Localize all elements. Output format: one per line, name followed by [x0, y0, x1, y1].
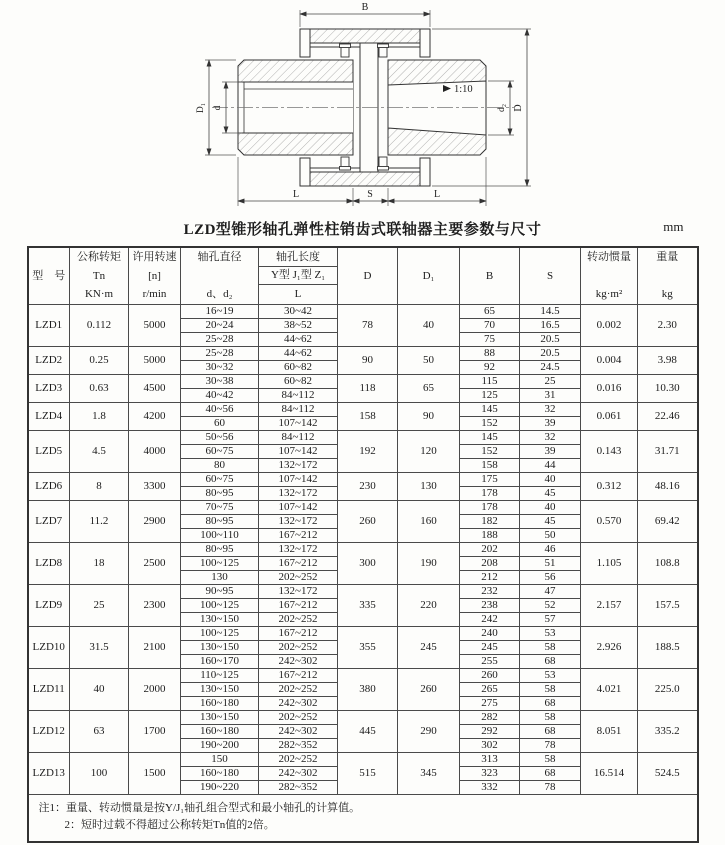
cell-B: 88: [460, 347, 520, 361]
cell-bore-length: 107~142: [259, 445, 338, 459]
col-header-bore-diameter: 轴孔直径 d、d₂: [181, 247, 259, 305]
cell-S: 45: [520, 487, 581, 501]
dim-b-label: B: [361, 2, 369, 13]
cell-bore-diameter: 190~200: [181, 739, 259, 753]
col-header-speed: 许用转速 [n] r/min: [129, 247, 181, 305]
cell-B: 242: [460, 613, 520, 627]
cell-bore-length: 60~82: [259, 375, 338, 389]
cell-model: LZD12: [28, 711, 70, 753]
cell-D: 90: [338, 347, 398, 375]
cell-model: LZD7: [28, 501, 70, 543]
cell-S: 53: [520, 669, 581, 683]
cell-bore-length: 167~212: [259, 529, 338, 543]
dim-s-label: S: [367, 189, 373, 200]
cell-B: 260: [460, 669, 520, 683]
cell-S: 31: [520, 389, 581, 403]
cell-model: LZD11: [28, 669, 70, 711]
cell-D: 355: [338, 627, 398, 669]
col-header-inertia: 转动惯量 kg·m²: [581, 247, 638, 305]
cell-B: 178: [460, 487, 520, 501]
cell-bore-diameter: 80~95: [181, 543, 259, 557]
note-1: 注1：重量、转动惯量是按Y/J₁轴孔组合型式和最小轴孔的计算值。: [38, 802, 361, 814]
cell-D1: 40: [398, 305, 460, 347]
cell-S: 51: [520, 557, 581, 571]
cell-D1: 290: [398, 711, 460, 753]
cell-inertia: 0.312: [581, 473, 638, 501]
cell-inertia: 0.002: [581, 305, 638, 347]
cell-S: 46: [520, 543, 581, 557]
cell-bore-length: 242~302: [259, 767, 338, 781]
table-row: [28, 711, 698, 725]
table-row: [28, 431, 698, 445]
cell-S: 58: [520, 711, 581, 725]
cell-bore-diameter: 80~95: [181, 515, 259, 529]
table-row: [28, 753, 698, 767]
cell-B: 202: [460, 543, 520, 557]
cell-B: 158: [460, 459, 520, 473]
cell-weight: 3.98: [638, 347, 698, 375]
cell-bore-diameter: 130~150: [181, 683, 259, 697]
table-title: LZD型锥形轴孔弹性柱销齿式联轴器主要参数与尺寸: [183, 222, 542, 238]
cell-weight: 10.30: [638, 375, 698, 403]
cell-bore-length: 202~252: [259, 571, 338, 585]
dim-d2-label: d₂: [497, 103, 507, 113]
cell-bore-diameter: 100~125: [181, 599, 259, 613]
cell-bore-diameter: 25~28: [181, 333, 259, 347]
cell-B: 152: [460, 417, 520, 431]
cell-bore-length: 167~212: [259, 669, 338, 683]
cell-inertia: 0.570: [581, 501, 638, 543]
cell-inertia: 0.016: [581, 375, 638, 403]
cell-speed: 2000: [129, 669, 181, 711]
cell-model: LZD13: [28, 753, 70, 795]
cell-D1: 120: [398, 431, 460, 473]
cell-bore-length: 132~172: [259, 585, 338, 599]
cell-B: 178: [460, 501, 520, 515]
cell-torque: 0.112: [70, 305, 129, 347]
cell-model: LZD6: [28, 473, 70, 501]
cell-speed: 4500: [129, 375, 181, 403]
cell-D1: 50: [398, 347, 460, 375]
cell-B: 292: [460, 725, 520, 739]
cell-inertia: 16.514: [581, 753, 638, 795]
cell-bore-diameter: 25~28: [181, 347, 259, 361]
cell-S: 58: [520, 641, 581, 655]
cell-bore-diameter: 100~110: [181, 529, 259, 543]
cell-B: 125: [460, 389, 520, 403]
table-row: [28, 543, 698, 557]
cell-model: LZD9: [28, 585, 70, 627]
cell-weight: 524.5: [638, 753, 698, 795]
dim-d-outer-label: D: [513, 104, 524, 112]
cell-bore-length: 84~112: [259, 403, 338, 417]
cell-speed: 2900: [129, 501, 181, 543]
cell-weight: 225.0: [638, 669, 698, 711]
cell-bore-diameter: 80~95: [181, 487, 259, 501]
cell-bore-length: 202~252: [259, 711, 338, 725]
cell-D: 230: [338, 473, 398, 501]
col-header-D: D: [338, 247, 398, 305]
cell-speed: 4200: [129, 403, 181, 431]
cell-torque: 18: [70, 543, 129, 585]
cell-speed: 3300: [129, 473, 181, 501]
cell-inertia: 4.021: [581, 669, 638, 711]
cell-bore-diameter: 60~75: [181, 445, 259, 459]
col-header-model: 型 号: [28, 247, 70, 305]
cell-inertia: 2.157: [581, 585, 638, 627]
cell-D: 380: [338, 669, 398, 711]
cell-B: 182: [460, 515, 520, 529]
cell-model: LZD3: [28, 375, 70, 403]
cell-B: 265: [460, 683, 520, 697]
cell-speed: 2100: [129, 627, 181, 669]
cell-S: 14.5: [520, 305, 581, 319]
cell-bore-length: 38~52: [259, 319, 338, 333]
cell-B: 212: [460, 571, 520, 585]
table-row: [28, 473, 698, 487]
cell-B: 232: [460, 585, 520, 599]
cell-bore-diameter: 160~180: [181, 697, 259, 711]
cell-B: 302: [460, 739, 520, 753]
cell-S: 56: [520, 571, 581, 585]
cell-bore-length: 202~252: [259, 613, 338, 627]
cell-speed: 2300: [129, 585, 181, 627]
cell-speed: 2500: [129, 543, 181, 585]
cell-speed: 5000: [129, 347, 181, 375]
cell-bore-diameter: 150: [181, 753, 259, 767]
cell-S: 68: [520, 767, 581, 781]
table-row: [28, 669, 698, 683]
cell-D: 335: [338, 585, 398, 627]
cell-weight: 188.5: [638, 627, 698, 669]
cell-D1: 345: [398, 753, 460, 795]
cell-D1: 65: [398, 375, 460, 403]
cell-speed: 5000: [129, 305, 181, 347]
cell-weight: 69.42: [638, 501, 698, 543]
cell-S: 40: [520, 473, 581, 487]
cell-S: 58: [520, 683, 581, 697]
cell-torque: 63: [70, 711, 129, 753]
dim-l-left-label: L: [292, 189, 300, 200]
cell-D1: 190: [398, 543, 460, 585]
cell-bore-diameter: 160~180: [181, 767, 259, 781]
cell-D: 78: [338, 305, 398, 347]
cell-S: 20.5: [520, 333, 581, 347]
cell-bore-diameter: 70~75: [181, 501, 259, 515]
table-row: [28, 403, 698, 417]
cell-bore-diameter: 160~180: [181, 725, 259, 739]
col-header-B: B: [460, 247, 520, 305]
cell-S: 57: [520, 613, 581, 627]
parameters-table: [27, 246, 699, 843]
cell-S: 40: [520, 501, 581, 515]
cell-D: 260: [338, 501, 398, 543]
cell-B: 255: [460, 655, 520, 669]
cell-bore-length: 167~212: [259, 599, 338, 613]
notes-row: [28, 795, 698, 843]
cell-bore-diameter: 160~170: [181, 655, 259, 669]
cell-bore-diameter: 40~42: [181, 389, 259, 403]
cell-model: LZD1: [28, 305, 70, 347]
col-header-S: S: [520, 247, 581, 305]
col-header-D1: D₁: [398, 247, 460, 305]
cell-D: 118: [338, 375, 398, 403]
cell-S: 68: [520, 697, 581, 711]
cell-S: 32: [520, 403, 581, 417]
cell-S: 39: [520, 417, 581, 431]
cell-speed: 1500: [129, 753, 181, 795]
cell-bore-length: 282~352: [259, 781, 338, 795]
coupling-drawing: [0, 0, 725, 214]
cell-D: 445: [338, 711, 398, 753]
note-2: 2：短时过载不得超过公称转矩Tn值的2倍。: [64, 819, 275, 831]
cell-bore-length: 242~302: [259, 697, 338, 711]
cell-inertia: 0.004: [581, 347, 638, 375]
cell-B: 188: [460, 529, 520, 543]
cell-weight: 22.46: [638, 403, 698, 431]
cell-B: 145: [460, 403, 520, 417]
cell-torque: 0.25: [70, 347, 129, 375]
cell-S: 39: [520, 445, 581, 459]
cell-D1: 260: [398, 669, 460, 711]
cell-S: 68: [520, 725, 581, 739]
cell-S: 52: [520, 599, 581, 613]
cell-bore-length: 60~82: [259, 361, 338, 375]
cell-B: 208: [460, 557, 520, 571]
col-header-bore-length: 轴孔长度 Y型 J₁型 Z₁ L: [259, 247, 338, 305]
notes-cell: [28, 795, 698, 843]
cell-D1: 220: [398, 585, 460, 627]
cell-bore-diameter: 60: [181, 417, 259, 431]
table-row: [28, 501, 698, 515]
cell-B: 332: [460, 781, 520, 795]
cell-torque: 1.8: [70, 403, 129, 431]
cell-torque: 100: [70, 753, 129, 795]
cell-bore-length: 107~142: [259, 417, 338, 431]
cell-S: 25: [520, 375, 581, 389]
cell-bore-length: 282~352: [259, 739, 338, 753]
cell-S: 68: [520, 655, 581, 669]
col-header-torque: 公称转矩 Tn KN·m: [70, 247, 129, 305]
cell-model: LZD10: [28, 627, 70, 669]
cell-inertia: 0.143: [581, 431, 638, 473]
dim-d-bore-label: d: [213, 105, 223, 111]
cell-bore-diameter: 130: [181, 571, 259, 585]
cell-bore-length: 30~42: [259, 305, 338, 319]
cell-model: LZD4: [28, 403, 70, 431]
cell-bore-length: 44~62: [259, 333, 338, 347]
cell-torque: 0.63: [70, 375, 129, 403]
cell-D1: 245: [398, 627, 460, 669]
cell-D1: 90: [398, 403, 460, 431]
cell-torque: 31.5: [70, 627, 129, 669]
cell-D: 300: [338, 543, 398, 585]
cell-model: LZD2: [28, 347, 70, 375]
cell-bore-length: 242~302: [259, 655, 338, 669]
cell-torque: 40: [70, 669, 129, 711]
cell-weight: 31.71: [638, 431, 698, 473]
cell-B: 75: [460, 333, 520, 347]
table-row: [28, 585, 698, 599]
cell-torque: 4.5: [70, 431, 129, 473]
cell-bore-diameter: 110~125: [181, 669, 259, 683]
cell-bore-length: 107~142: [259, 473, 338, 487]
cell-D: 158: [338, 403, 398, 431]
cell-model: LZD8: [28, 543, 70, 585]
unit-label: mm: [663, 219, 684, 234]
cell-B: 245: [460, 641, 520, 655]
cell-B: 70: [460, 319, 520, 333]
cell-bore-diameter: 40~56: [181, 403, 259, 417]
cell-bore-length: 132~172: [259, 515, 338, 529]
cell-S: 47: [520, 585, 581, 599]
table-row: [28, 627, 698, 641]
cell-inertia: 1.105: [581, 543, 638, 585]
cell-bore-length: 202~252: [259, 683, 338, 697]
cell-S: 44: [520, 459, 581, 473]
cell-B: 275: [460, 697, 520, 711]
cell-B: 92: [460, 361, 520, 375]
cell-bore-diameter: 30~32: [181, 361, 259, 375]
cell-inertia: 8.051: [581, 711, 638, 753]
cell-D1: 160: [398, 501, 460, 543]
cell-inertia: 0.061: [581, 403, 638, 431]
cell-bore-length: 167~212: [259, 627, 338, 641]
cell-S: 32: [520, 431, 581, 445]
cell-bore-length: 44~62: [259, 347, 338, 361]
cell-D: 515: [338, 753, 398, 795]
cell-bore-diameter: 16~19: [181, 305, 259, 319]
cell-S: 53: [520, 627, 581, 641]
cell-bore-diameter: 130~150: [181, 711, 259, 725]
cell-model: LZD5: [28, 431, 70, 473]
title-row: [28, 218, 698, 239]
cell-torque: 25: [70, 585, 129, 627]
dim-l-right-label: L: [433, 189, 441, 200]
cell-bore-diameter: 80: [181, 459, 259, 473]
cell-D1: 130: [398, 473, 460, 501]
cell-weight: 335.2: [638, 711, 698, 753]
cell-bore-diameter: 190~220: [181, 781, 259, 795]
cell-inertia: 2.926: [581, 627, 638, 669]
cell-bore-diameter: 90~95: [181, 585, 259, 599]
cell-B: 238: [460, 599, 520, 613]
cell-S: 24.5: [520, 361, 581, 375]
cell-torque: 8: [70, 473, 129, 501]
cell-B: 65: [460, 305, 520, 319]
cell-weight: 108.8: [638, 543, 698, 585]
col-header-weight: 重量 kg: [638, 247, 698, 305]
cell-bore-length: 202~252: [259, 753, 338, 767]
cell-bore-length: 132~172: [259, 487, 338, 501]
cell-B: 240: [460, 627, 520, 641]
cell-speed: 4000: [129, 431, 181, 473]
cell-S: 78: [520, 739, 581, 753]
cell-S: 16.5: [520, 319, 581, 333]
cell-speed: 1700: [129, 711, 181, 753]
cell-B: 313: [460, 753, 520, 767]
cell-S: 20.5: [520, 347, 581, 361]
table-row: [28, 305, 698, 319]
cell-B: 145: [460, 431, 520, 445]
cell-bore-length: 202~252: [259, 641, 338, 655]
cell-weight: 2.30: [638, 305, 698, 347]
cell-bore-length: 107~142: [259, 501, 338, 515]
cell-B: 175: [460, 473, 520, 487]
cell-S: 50: [520, 529, 581, 543]
dim-d1-label: D₁: [196, 102, 206, 114]
cell-weight: 157.5: [638, 585, 698, 627]
cell-bore-diameter: 20~24: [181, 319, 259, 333]
header-row: [28, 247, 698, 305]
cell-bore-diameter: 30~38: [181, 375, 259, 389]
cell-bore-diameter: 50~56: [181, 431, 259, 445]
cell-bore-length: 132~172: [259, 543, 338, 557]
cell-D: 192: [338, 431, 398, 473]
cell-bore-length: 84~112: [259, 389, 338, 403]
cell-bore-length: 167~212: [259, 557, 338, 571]
cell-bore-length: 84~112: [259, 431, 338, 445]
table-body: [28, 305, 698, 795]
cell-torque: 11.2: [70, 501, 129, 543]
taper-label: 1:10: [454, 84, 473, 95]
cell-bore-diameter: 130~150: [181, 641, 259, 655]
cell-B: 115: [460, 375, 520, 389]
cell-S: 78: [520, 781, 581, 795]
cell-B: 282: [460, 711, 520, 725]
cell-weight: 48.16: [638, 473, 698, 501]
cell-bore-diameter: 100~125: [181, 627, 259, 641]
cell-B: 323: [460, 767, 520, 781]
cell-bore-diameter: 130~150: [181, 613, 259, 627]
cell-S: 45: [520, 515, 581, 529]
cell-B: 152: [460, 445, 520, 459]
cell-S: 58: [520, 753, 581, 767]
cell-bore-diameter: 100~125: [181, 557, 259, 571]
cell-bore-length: 132~172: [259, 459, 338, 473]
table-row: [28, 347, 698, 361]
cell-bore-diameter: 60~75: [181, 473, 259, 487]
table-row: [28, 375, 698, 389]
cell-bore-length: 242~302: [259, 725, 338, 739]
